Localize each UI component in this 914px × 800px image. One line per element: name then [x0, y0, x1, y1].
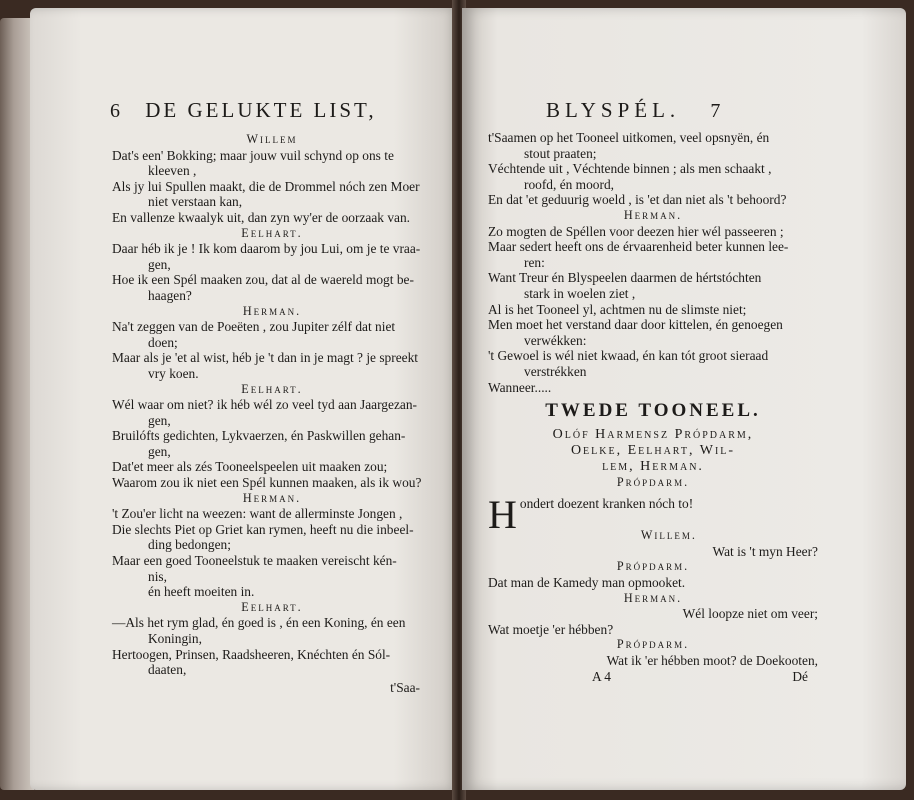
cast-line: Oelke, Eelhart, Wil-: [570, 442, 736, 458]
verse-line: Zo mogten de Spéllen voor deezen hier wél passeeren ;: [488, 223, 784, 239]
right-page-number: 7: [710, 100, 726, 122]
verse-line: Maar een goed Tooneelstuk te maaken vereischt kén-: [112, 553, 397, 569]
verse-line: En vallenze kwaalyk uit, dan zyn wy'er de oorzaak van.: [112, 209, 411, 225]
verse-continuation: stout praaten;: [524, 145, 597, 161]
verse-continuation: én heeft moeiten in.: [148, 584, 255, 600]
verse-continuation: verstrékken: [524, 363, 587, 379]
signature-mark: A 4: [592, 668, 611, 684]
drop-cap: H: [488, 492, 517, 538]
verse-continuation: gen,: [148, 443, 171, 459]
right-text-after-scene: [488, 475, 818, 669]
cast-line: lem, Herman.: [602, 458, 704, 474]
page-stack-edge: [0, 18, 34, 790]
verse-line: Als jy lui Spullen maakt, die de Drommel nóch zen Moer: [112, 178, 420, 194]
speaker-name: Herman.: [242, 303, 302, 318]
verse-continuation: gen,: [148, 412, 171, 428]
verse-continuation: daaten,: [148, 662, 187, 678]
verse-text: ondert doezent kranken nóch to!: [519, 496, 694, 512]
verse-line: Daar héb ik je ! Ik kom daarom by jou Lui, om je te vraa-: [112, 241, 421, 257]
left-catchword: t'Saa-: [390, 679, 420, 695]
speaker-name: Própdarm.: [616, 474, 690, 489]
verse-line: Waarom zou ik niet een Spél kunnen maaken, als ik wou?: [112, 475, 422, 491]
verse-continuation: kleeven ,: [148, 163, 197, 179]
verse-line: 't Zou'er licht na weezen: want de allerminste Jongen ,: [112, 506, 403, 522]
verse-line: Want Treur én Blyspeelen daarmen de hértstóchten: [488, 270, 762, 286]
speaker-name: Eelhart.: [241, 225, 303, 240]
scene-title: TWEDE TOONEEL.: [545, 400, 761, 422]
speaker-name: Willem.: [640, 528, 697, 543]
speaker-name: Própdarm.: [616, 637, 690, 652]
verse-line: Die slechts Piet op Griet kan rymen, heeft nu die inbeel-: [112, 521, 414, 537]
verse-continuation: roofd, én moord,: [524, 176, 614, 192]
verse-continuation: stark in woelen ziet ,: [524, 285, 636, 301]
right-page-text: [488, 130, 818, 687]
verse-continuation: nis,: [148, 568, 167, 584]
verse-line: Maar sedert heeft ons de érvaarenheid beter kunnen lee-: [488, 239, 789, 255]
verse-line: Dat'et meer als zés Tooneelspeelen uit maaken zou;: [112, 459, 388, 475]
verse-line: Maar als je 'et al wist, héb je 't dan in je magt ? je spreekt: [112, 350, 419, 366]
verse-line: Wat moetje 'er hébben?: [488, 621, 614, 637]
verse-line: Wat ik 'er hébben moot? de Doekooten,: [606, 653, 818, 669]
page-footer: [488, 669, 818, 687]
verse-line: Al is het Tooneel yl, achtmen nu de slimste niet;: [488, 301, 747, 317]
verse-line: Véchtende uit , Véchtende binnen ; als men schaakt ,: [488, 161, 772, 177]
right-text-before-scene: [488, 130, 818, 395]
verse-line: Hertoogen, Prinsen, Raadsheeren, Knéchten én Sól-: [112, 646, 391, 662]
verse-continuation: niet verstaan kan,: [148, 194, 243, 210]
verse-line: Wél waar om niet? ik héb wél zo veel tyd aan Jaargezan-: [112, 397, 417, 413]
verse-line: Dat man de Kamedy man opmooket.: [488, 575, 686, 591]
cast-line: Olóf Harmensz Própdarm,: [552, 426, 754, 442]
speaker-name: Herman.: [623, 590, 683, 605]
verse-line: Wanneer.....: [488, 379, 552, 395]
speaker-name: Própdarm.: [616, 559, 690, 574]
verse-line: t'Saamen op het Tooneel uitkomen, veel opsnyën, én: [488, 130, 770, 145]
verse-continuation: ding bedongen;: [148, 537, 231, 553]
speaker-name: Herman.: [623, 207, 683, 222]
right-catchword: Dé: [792, 668, 808, 684]
speaker-name: Eelhart.: [241, 381, 303, 396]
verse-continuation: ren:: [524, 254, 545, 270]
verse-line: Na't zeggen van de Poeëten , zou Jupiter zélf dat niet: [112, 319, 396, 335]
speaker-name: Willem: [246, 132, 298, 146]
verse-line: Bruilófts gedichten, Lykvaerzen, én Paskwillen gehan-: [112, 428, 406, 444]
verse-line: Hoe ik een Spél maaken zou, dat al de waereld mogt be-: [112, 272, 414, 288]
verse-line: Dat's een' Bokking; maar jouw vuil schynd op ons te: [112, 147, 394, 163]
left-page-number: 6: [110, 100, 123, 122]
verse-continuation: doen;: [148, 334, 178, 350]
verse-continuation: gen,: [148, 256, 171, 272]
speaker-name: Eelhart.: [241, 599, 303, 614]
verse-continuation: vry koen.: [148, 365, 199, 381]
verse-line: —Als het rym glad, én goed is , én een Koning, én een: [112, 615, 406, 631]
left-running-title: DE GELUKTE LIST,: [145, 98, 377, 122]
left-page: [30, 8, 458, 790]
right-running-title: BLYSPÉL.: [546, 98, 681, 122]
verse-line: En dat 'et geduurig woeld , is 'et dan niet als 't behoord?: [488, 192, 787, 208]
right-page: [462, 8, 906, 790]
right-running-head: [546, 98, 725, 123]
left-page-text: [112, 132, 432, 695]
cast-list: [488, 427, 818, 475]
verse-line: Men moet het verstand daar door kittelen, én genoegen: [488, 317, 783, 333]
verse-continuation: verwékken:: [524, 332, 587, 348]
verse-line: Wél loopze niet om veer;: [682, 606, 818, 622]
verse-line: 't Gewoel is wél niet kwaad, én kan tót groot sieraad: [488, 348, 769, 364]
left-running-head: [110, 98, 377, 123]
verse-continuation: Koningin,: [148, 631, 202, 646]
verse-continuation: haagen?: [148, 287, 192, 303]
speaker-name: Herman.: [242, 490, 302, 505]
verse-line: Wat is 't myn Heer?: [712, 543, 818, 559]
